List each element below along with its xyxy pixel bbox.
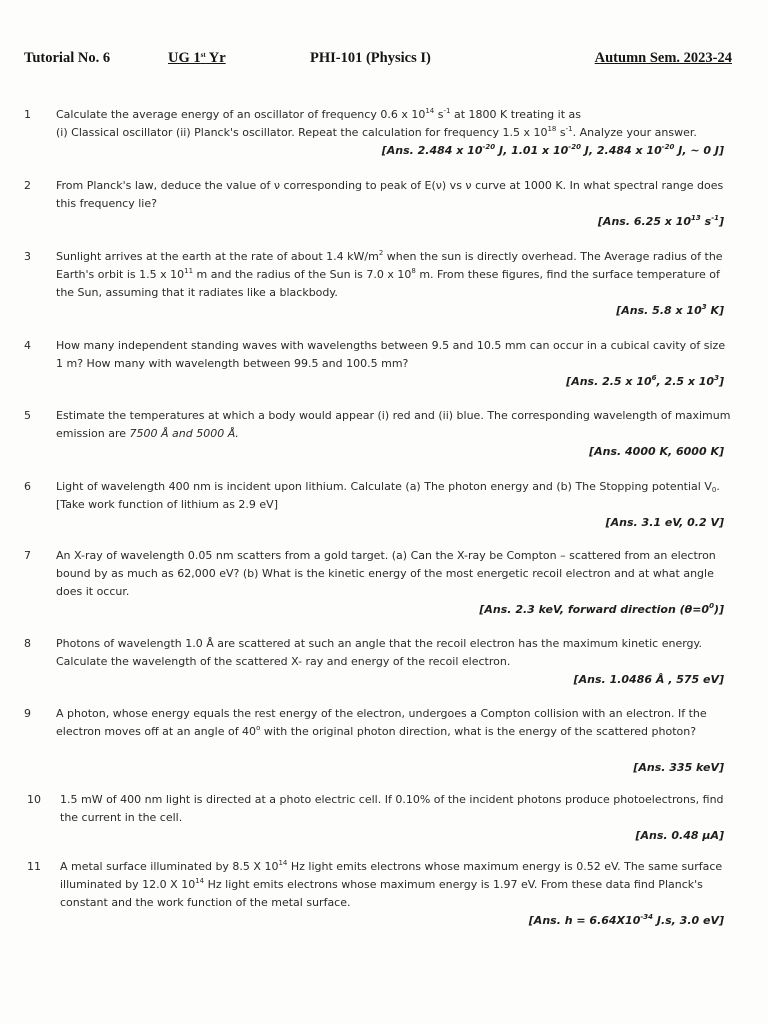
superscript: -1 [443, 107, 451, 115]
question-number: 1 [24, 108, 31, 121]
superscript: 18 [547, 125, 557, 133]
question-text: From Planck's law, deduce the value of ν corresponding to peak of E(ν) vs ν curve at 1000 K. In what spectral range does this frequency lie? [56, 179, 724, 210]
text: s [556, 126, 566, 139]
superscript: 14 [425, 107, 435, 115]
text: Sunlight arrives at the earth at the rate of about 1.4 kW/m [56, 250, 379, 263]
text: )] [713, 603, 724, 616]
superscript: 3 [701, 303, 707, 311]
text: Hz light emits electrons whose maximum energy is 1.97 eV. From these data find Planck's constant and the work function of the metal surface. [60, 878, 703, 909]
semester: Autumn Sem. 2023-24 [594, 50, 732, 66]
superscript: 11 [184, 267, 194, 275]
question-number: 9 [24, 707, 31, 720]
text: s [434, 108, 444, 121]
text: m and the radius of the Sun is 7.0 x 10 [193, 268, 412, 281]
answer [529, 912, 724, 930]
superscript: -20 [661, 143, 675, 151]
question-text [56, 106, 732, 142]
text: ] [718, 375, 724, 388]
text: Light of wavelength 400 nm is incident upon lithium. Calculate (a) The photon energy and (b) The Stopping potential V [56, 480, 712, 493]
superscript: o [256, 724, 261, 732]
superscript: -34 [640, 913, 654, 921]
answer [616, 302, 724, 320]
answer: [Ans. 3.1 eV, 0.2 V] [605, 516, 724, 529]
superscript: 2 [378, 249, 384, 257]
answer [598, 213, 724, 231]
text: [Ans. 5.8 x 10 [616, 304, 702, 317]
text: (i) Classical oscillator (ii) Planck's oscillator. Repeat the calculation for frequency 1.5 x 10 [56, 126, 548, 139]
year-level [168, 50, 226, 67]
answer: [Ans. 4000 K, 6000 K] [589, 445, 724, 458]
text: J.s, 3.0 eV] [653, 914, 724, 927]
text: ] [718, 215, 724, 228]
text: when the sun is directly overhead. The Average radius of the Earth's orbit is 1.5 x 10 [56, 250, 723, 281]
text: K] [706, 304, 724, 317]
question-number: 8 [24, 637, 31, 650]
year-superscript: st [200, 51, 206, 59]
question-number: 3 [24, 250, 31, 263]
text: [Ans. 2.5 x 10 [566, 375, 652, 388]
question-text [56, 478, 732, 514]
text: J, 1.01 x 10 [495, 144, 569, 157]
question-number: 11 [27, 860, 41, 873]
text: A metal surface illuminated by 8.5 X 10 [60, 860, 279, 873]
text: [Ans. h = 6.64X10 [528, 914, 641, 927]
wavelengths: 7500 Å and 5000 Å. [129, 427, 239, 440]
superscript: -1 [565, 125, 573, 133]
question-number: 6 [24, 480, 31, 493]
question-number: 5 [24, 409, 31, 422]
question-text: 1.5 mW of 400 nm light is directed at a photo electric cell. If 0.10% of the incident photons produce photoelectrons, find the current in the cell. [60, 793, 724, 824]
text: . [Take work function of lithium as 2.9 eV] [56, 480, 720, 511]
tutorial-number: Tutorial No. 6 [24, 50, 111, 66]
text: A photon, whose energy equals the rest energy of the electron, undergoes a Compton collision with an electron. If the electron moves off at an angle of 40 [56, 707, 707, 738]
text: J, ~ 0 J] [674, 144, 724, 157]
question-number: 10 [27, 793, 41, 806]
question-text [60, 858, 732, 912]
question-text [56, 407, 732, 443]
text: [Ans. 6.25 x 10 [597, 215, 692, 228]
text: s [700, 215, 712, 228]
answer [479, 601, 724, 619]
superscript: 8 [411, 267, 416, 275]
text: , 2.5 x 10 [656, 375, 715, 388]
question-number: 2 [24, 179, 31, 192]
text: with the original photon direction, what is the energy of the scattered photon? [260, 725, 697, 738]
superscript: -1 [711, 214, 719, 222]
year-prefix: UG 1 [168, 50, 201, 66]
text: [Ans. 2.484 x 10 [381, 144, 483, 157]
text: Hz light emits electrons whose maximum energy is 0.52 eV. The same surface illuminated by 12.0 X 10 [60, 860, 723, 891]
superscript: 6 [651, 374, 657, 382]
superscript: 14 [278, 859, 288, 867]
year-suffix: Yr [205, 50, 226, 66]
superscript: -20 [568, 143, 581, 151]
superscript: 14 [195, 877, 205, 885]
question-text: Photons of wavelength 1.0 Å are scattered at such an angle that the recoil electron has the maximum kinetic energy. Calculate the wavelength of the scattered X- ray and energy of the recoil electron. [56, 637, 702, 668]
course-code: PHI-101 (Physics I) [310, 50, 431, 66]
question-number: 4 [24, 339, 31, 352]
superscript: 0 [709, 602, 714, 610]
text: J, 2.484 x 10 [580, 144, 662, 157]
page-header [24, 50, 732, 72]
text: Calculate the average energy of an oscillator of frequency 0.6 x 10 [56, 108, 426, 121]
superscript: 3 [714, 374, 719, 382]
answer [566, 373, 724, 391]
answer: [Ans. 1.0486 Å , 575 eV] [573, 673, 724, 686]
answer [382, 142, 724, 160]
question-text [56, 248, 732, 302]
text: at 1800 K treating it as [450, 108, 581, 121]
text: [Ans. 2.3 keV, forward direction (θ=0 [479, 603, 710, 616]
question-number: 7 [24, 549, 31, 562]
answer: [Ans. 0.48 μA] [635, 829, 724, 842]
text: m. From these figures, find the surface temperature of the Sun, assuming that it radiates like a blackbody. [56, 268, 720, 299]
superscript: 13 [691, 214, 701, 222]
subscript: 0 [711, 486, 717, 494]
text: Estimate the temperatures at which a body would appear (i) red and (ii) blue. The corresponding wavelength of maximum emission are [56, 409, 731, 440]
question-text: How many independent standing waves with wavelengths between 9.5 and 10.5 mm can occur in a cubical cavity of size 1 m? How many with wavelength between 99.5 and 100.5 mm? [56, 339, 726, 370]
answer: [Ans. 335 keV] [633, 761, 724, 774]
text: . Analyze your answer. [572, 126, 697, 139]
question-text: An X-ray of wavelength 0.05 nm scatters from a gold target. (a) Can the X-ray be Compton – scattered from an electron bound by as much as 62,000 eV? (b) What is the kinetic energy of the most energetic recoil electron and at what angle does it occur. [56, 549, 716, 598]
question-text [56, 705, 732, 741]
superscript: -20 [482, 143, 496, 151]
